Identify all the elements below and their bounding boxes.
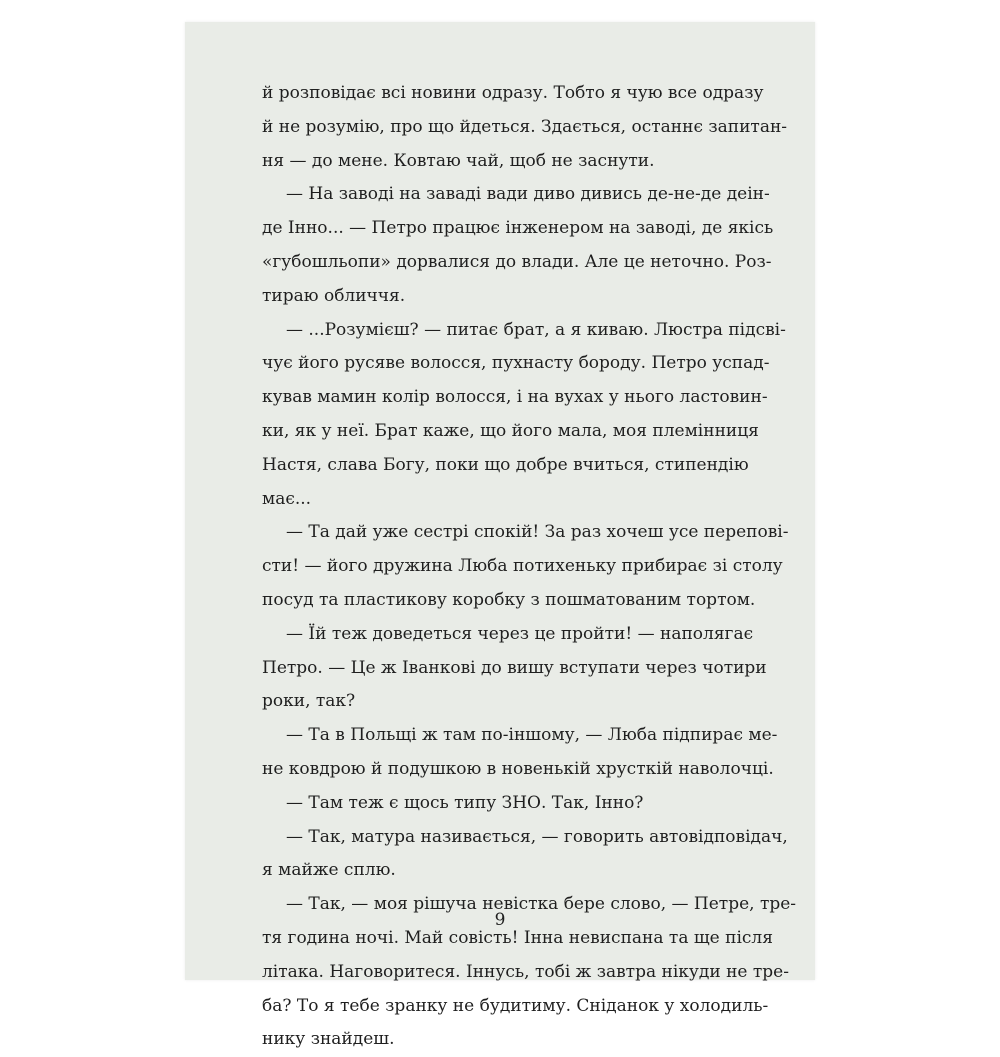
page-number: 9: [494, 910, 506, 930]
text-line: роки, так?: [262, 691, 356, 712]
text-line: має...: [262, 488, 312, 509]
text-line: — Так, матура називається, — говорить автовідповідач,: [286, 826, 788, 847]
text-line: ба? То я тебе зранку не будитиму. Сніданок у холодиль-: [262, 995, 769, 1016]
text-line: не ковдрою й подушкою в новенькій хрусткій наволочці.: [262, 758, 774, 779]
text-line: тираю обличчя.: [262, 285, 406, 306]
text-line: тя година ночі. Май совість! Інна невиспана та ще після: [262, 927, 773, 948]
text-line: сти! — його дружина Люба потихеньку прибирає зі столу: [262, 556, 783, 577]
text-line: «губошльопи» дорвалися до влади. Але це неточно. Роз-: [262, 251, 772, 272]
text-line: посуд та пластикову коробку з пошматованим тортом.: [262, 589, 756, 610]
text-line: чує його русяве волосся, пухнасту бороду. Петро успад-: [262, 353, 770, 374]
text-line: ки, як у неї. Брат каже, що його мала, моя племінниця: [262, 420, 759, 441]
text-line: ня — до мене. Ковтаю чай, щоб не заснути.: [262, 150, 655, 171]
text-line: Петро. — Це ж Іванкові до вишу вступати через чотири: [262, 657, 767, 678]
text-line: — Там теж є щось типу ЗНО. Так, Інно?: [286, 792, 644, 813]
text-line: — Та в Польщі ж там по-іншому, — Люба підпирає ме-: [286, 725, 778, 746]
text-line: й не розумію, про що йдеться. Здається, останнє запитан-: [262, 116, 788, 137]
text-line: — Їй теж доведеться через це пройти! — наполягає: [286, 623, 754, 644]
text-line: — Так, — моя рішуча невістка бере слово, — Петре, тре-: [286, 894, 797, 915]
text-line: — На заводі на заваді вади диво дивись де-не-де деін-: [286, 184, 770, 205]
text-line: й розповідає всі новини одразу. Тобто я чую все одразу: [262, 83, 764, 103]
text-line: — Та дай уже сестрі спокій! За раз хочеш усе перепові-: [286, 522, 789, 543]
text-line: літака. Наговоритеся. Іннусь, тобі ж завтра нікуди не тре-: [262, 961, 789, 982]
text-line: Настя, слава Богу, поки що добре вчиться, стипендію: [262, 454, 749, 475]
text-line: — ...Розумієш? — питає брат, а я киваю. Люстра підсві-: [286, 319, 786, 340]
text-line: кував мамин колір волосся, і на вухах у нього ластовин-: [262, 387, 768, 408]
text-line: я майже сплю.: [262, 860, 396, 881]
text-line: нику знайдеш.: [262, 1029, 395, 1050]
text-line: де Інно... — Петро працює інженером на заводі, де якісь: [262, 218, 774, 239]
